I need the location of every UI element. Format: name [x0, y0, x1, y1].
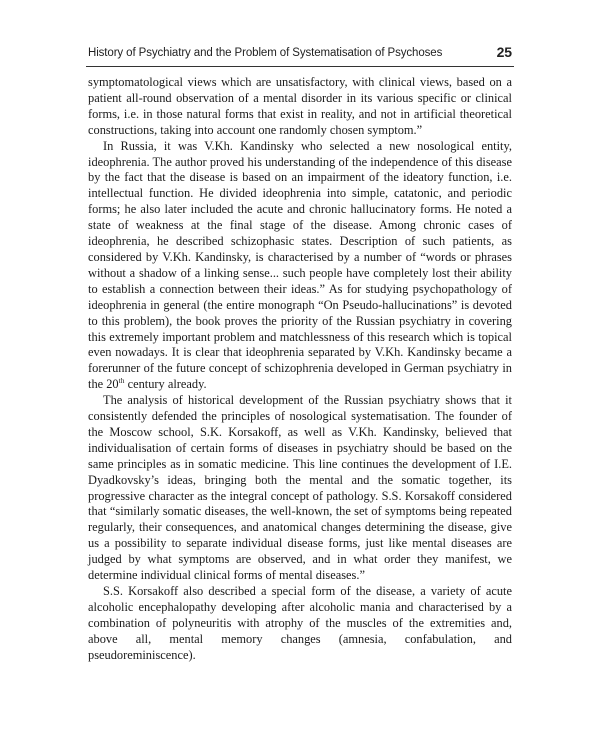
- running-head: [88, 44, 512, 64]
- body-text: [88, 75, 512, 664]
- running-title: History of Psychiatry and the Problem of Systematisation of Psychoses: [88, 47, 443, 59]
- kandinsky-text-end: century already.: [124, 377, 207, 392]
- header-rule: [86, 66, 514, 67]
- paragraph-russian-psychiatry: The analysis of historical development of the Russian psychiatry shows that it consistently defended the principles of nosological systematisation. The founder of the Moscow school, S.K. Korsakoff, as well as V.Kh. Kandinsky, believed that individualisation of certain forms of diseases in psychiatry should be based on the same principles as in somatic medicine. This line continues the development of I.E. Dyadkovsky’s ideas, bringing both the mental and the somatic together, its progressive character as the integral concept of pathology. S.S. Korsakoff considered that “similarly somatic diseases, the well-known, the set of symptoms being repeated regularly, their consequences, and anatomical changes determining the disease, give us a possibility to separate individual disease forms, just like mental diseases are judged by what symptoms are observed, and in what order they manifest, we determine individual clinical forms of mental diseases.”: [88, 393, 512, 583]
- paragraph-kandinsky: [88, 139, 512, 394]
- superscript-th: th: [118, 376, 125, 386]
- paragraph-korsakoff: S.S. Korsakoff also described a special form of the disease, a variety of acute alcoholic encephalopathy developing after alcoholic mania and characterised by a combination of polyneuritis with atrophy of the muscles of the extremities and, above all, mental memory changes (amnesia, confabulation, and pseudoreminiscence).: [88, 584, 512, 662]
- page-number: 25: [496, 44, 512, 60]
- paragraph-continued: symptomatological views which are unsatisfactory, with clinical views, based on a patient all-round observation of a mental disorder in its various specific or clinical forms, i.e. in those natural forms that exist in reality, and not in artificial theoretical constructions, taking into account one randomly chosen symptom.”: [88, 75, 512, 137]
- kandinsky-text: In Russia, it was V.Kh. Kandinsky who selected a new nosological entity, ideophrenia. The author proved his understanding of the independence of this disease by the fact that the disease is based on an impairment of the ideatory function, i.e. intellectual function. He divided ideophrenia into simple, catatonic, and periodic forms; he also later included the acute and chronic hallucinatory forms. He noted a state of weakness at the final stage of the disease. Among chronic cases of ideophrenia, he described schizophasic states. Description of such patients, as considered by V.Kh. Kandinsky, is characterised by a number of “words or phrases without a shadow of a linking sense... such people have completely lost their ability to establish a connection between their ideas.” As for studying psychopathology of ideophrenia in general (the entire monograph “On Pseudo-hallucinations” is devoted to this problem), the book proves the priority of the Russian psychiatry in covering this extremely important problem and matchlessness of this research which is topical even nowadays. It is clear that ideophrenia separated by V.Kh. Kandinsky became a forerunner of the future concept of schizophrenia developed in German psychiatry in the 20: [88, 138, 512, 392]
